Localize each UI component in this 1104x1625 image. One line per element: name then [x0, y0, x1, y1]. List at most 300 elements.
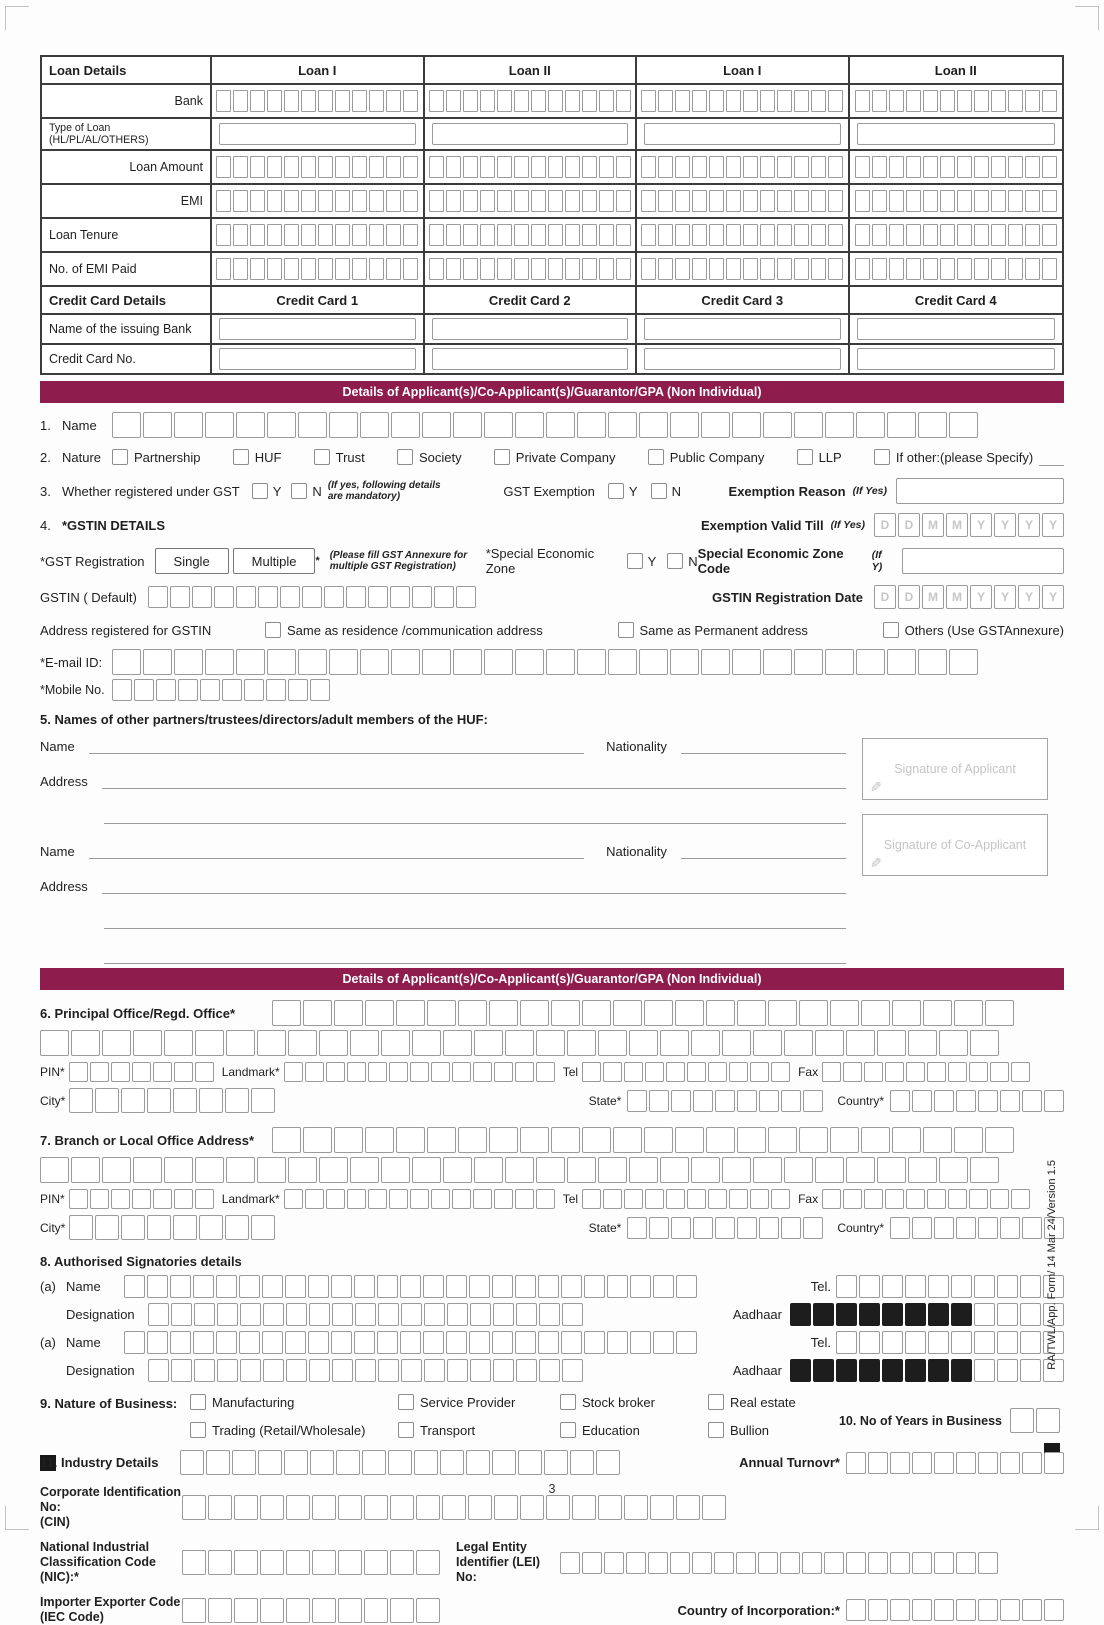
char-box[interactable] — [352, 190, 367, 212]
char-box[interactable] — [200, 679, 220, 701]
char-box[interactable] — [687, 1062, 706, 1082]
char-box[interactable] — [859, 1331, 880, 1354]
char-box[interactable] — [234, 1598, 258, 1623]
char-box[interactable] — [531, 156, 546, 178]
char-box[interactable] — [1022, 1217, 1042, 1239]
char-box[interactable] — [173, 1215, 197, 1240]
char-box[interactable] — [284, 1450, 308, 1475]
char-box[interactable] — [906, 258, 921, 280]
char-box[interactable] — [515, 649, 544, 675]
char-box[interactable] — [639, 649, 668, 675]
char-box[interactable] — [957, 258, 972, 280]
char-box[interactable] — [199, 1215, 223, 1240]
char-box[interactable] — [969, 1062, 988, 1082]
char-box[interactable] — [991, 90, 1006, 112]
char-box[interactable] — [364, 1495, 388, 1520]
char-box[interactable] — [561, 1331, 582, 1354]
char-box[interactable] — [780, 1552, 800, 1574]
char-box[interactable] — [548, 224, 563, 246]
char-box[interactable] — [969, 1189, 988, 1209]
char-box[interactable] — [630, 1331, 651, 1354]
char-box[interactable] — [309, 1303, 330, 1326]
char-box[interactable] — [934, 1599, 954, 1621]
char-box[interactable] — [856, 649, 885, 675]
char-box[interactable] — [194, 1359, 215, 1382]
char-box[interactable] — [494, 1062, 513, 1082]
char-box[interactable] — [305, 1189, 324, 1209]
char-box[interactable] — [205, 649, 234, 675]
char-box[interactable] — [484, 649, 513, 675]
issuing-bank-input[interactable] — [857, 318, 1056, 340]
char-box[interactable] — [641, 90, 656, 112]
partnership-checkbox[interactable] — [112, 449, 128, 465]
char-box[interactable] — [514, 224, 529, 246]
char-box[interactable] — [687, 1189, 706, 1209]
char-box[interactable] — [416, 1550, 440, 1575]
char-box[interactable] — [463, 156, 478, 178]
char-box[interactable] — [112, 412, 141, 438]
char-box[interactable] — [286, 1359, 307, 1382]
char-box[interactable] — [516, 1359, 537, 1382]
society-checkbox[interactable] — [397, 449, 413, 465]
char-box[interactable] — [514, 190, 529, 212]
char-box[interactable] — [368, 1062, 387, 1082]
char-box[interactable] — [978, 1090, 998, 1112]
char-box[interactable] — [182, 1598, 206, 1623]
char-box[interactable] — [90, 1062, 109, 1082]
char-box[interactable] — [489, 1127, 518, 1153]
char-box[interactable] — [743, 90, 758, 112]
char-box[interactable] — [956, 1090, 976, 1112]
char-box[interactable] — [364, 1550, 388, 1575]
char-box[interactable] — [260, 1598, 284, 1623]
char-box[interactable] — [948, 1062, 967, 1082]
char-box[interactable] — [446, 190, 461, 212]
char-box[interactable] — [855, 156, 870, 178]
char-box[interactable] — [560, 1552, 580, 1574]
char-box[interactable] — [514, 156, 529, 178]
char-box[interactable] — [414, 1450, 438, 1475]
char-box[interactable] — [536, 1030, 565, 1056]
char-box[interactable] — [515, 1331, 536, 1354]
char-box[interactable] — [616, 190, 631, 212]
char-box[interactable] — [365, 1127, 394, 1153]
char-box[interactable] — [743, 190, 758, 212]
char-box[interactable] — [423, 1331, 444, 1354]
char-box[interactable] — [939, 1157, 968, 1183]
char-box[interactable] — [676, 1331, 697, 1354]
char-box[interactable] — [599, 224, 614, 246]
char-box[interactable] — [905, 1331, 926, 1354]
char-box[interactable] — [572, 1495, 596, 1520]
char-box[interactable] — [170, 1331, 191, 1354]
char-box[interactable] — [889, 224, 904, 246]
char-box[interactable] — [991, 190, 1006, 212]
char-box[interactable] — [760, 258, 775, 280]
char-box[interactable] — [918, 412, 947, 438]
char-box[interactable] — [1020, 1331, 1041, 1354]
char-box[interactable] — [416, 1495, 440, 1520]
char-box[interactable] — [354, 1275, 375, 1298]
char-box[interactable] — [312, 1495, 336, 1520]
char-box[interactable] — [951, 1331, 972, 1354]
char-box[interactable] — [709, 156, 724, 178]
char-box[interactable] — [514, 258, 529, 280]
char-box[interactable] — [354, 1331, 375, 1354]
char-box[interactable] — [777, 258, 792, 280]
char-box[interactable] — [272, 1127, 301, 1153]
char-box[interactable] — [217, 1303, 238, 1326]
char-box[interactable] — [1025, 224, 1040, 246]
partner2-address-line2[interactable] — [104, 911, 846, 929]
char-box[interactable] — [890, 1217, 910, 1239]
char-box[interactable] — [777, 190, 792, 212]
char-box[interactable] — [515, 412, 544, 438]
char-box[interactable] — [877, 1157, 906, 1183]
char-box[interactable] — [582, 190, 597, 212]
char-box[interactable] — [799, 1127, 828, 1153]
exemption-yes-checkbox[interactable] — [608, 483, 624, 499]
char-box[interactable] — [386, 258, 401, 280]
char-box[interactable] — [318, 224, 333, 246]
char-box[interactable] — [124, 1275, 145, 1298]
char-box[interactable] — [940, 90, 955, 112]
char-box[interactable] — [335, 258, 350, 280]
char-box[interactable] — [301, 190, 316, 212]
char-box[interactable] — [1022, 1090, 1042, 1112]
char-box[interactable] — [267, 224, 282, 246]
char-box[interactable] — [906, 224, 921, 246]
char-box[interactable] — [427, 1000, 456, 1026]
char-box[interactable] — [777, 156, 792, 178]
char-box[interactable] — [147, 1331, 168, 1354]
char-box[interactable] — [843, 1189, 862, 1209]
char-box[interactable] — [608, 412, 637, 438]
char-box[interactable] — [675, 190, 690, 212]
char-box[interactable] — [743, 224, 758, 246]
char-box[interactable] — [474, 1030, 503, 1056]
char-box[interactable] — [923, 1127, 952, 1153]
char-box[interactable] — [446, 1275, 467, 1298]
char-box[interactable] — [923, 258, 938, 280]
char-box[interactable] — [906, 156, 921, 178]
partner1-address-line[interactable] — [102, 771, 846, 789]
char-box[interactable] — [458, 1127, 487, 1153]
char-box[interactable] — [424, 1359, 445, 1382]
char-box[interactable] — [234, 1495, 258, 1520]
char-box[interactable] — [918, 649, 947, 675]
char-box[interactable] — [335, 224, 350, 246]
char-box[interactable] — [112, 649, 141, 675]
char-box[interactable] — [258, 1450, 282, 1475]
char-box[interactable] — [440, 1450, 464, 1475]
char-box[interactable] — [352, 258, 367, 280]
loan-type-input[interactable] — [432, 123, 629, 145]
char-box[interactable] — [565, 258, 580, 280]
char-box[interactable] — [846, 1599, 866, 1621]
char-box[interactable] — [480, 156, 495, 178]
char-box[interactable] — [174, 412, 203, 438]
char-box[interactable] — [429, 90, 444, 112]
char-box[interactable] — [69, 1189, 88, 1209]
char-box[interactable] — [456, 586, 476, 608]
char-box[interactable] — [777, 224, 792, 246]
char-box[interactable] — [726, 90, 741, 112]
char-box[interactable] — [877, 1030, 906, 1056]
exemption-reason-input[interactable] — [896, 478, 1064, 504]
char-box[interactable] — [956, 1552, 976, 1574]
char-box[interactable] — [794, 224, 809, 246]
char-box[interactable] — [71, 1030, 100, 1056]
char-box[interactable] — [771, 1062, 790, 1082]
char-box[interactable] — [400, 1331, 421, 1354]
char-box[interactable] — [463, 190, 478, 212]
char-box[interactable] — [447, 1303, 468, 1326]
char-box[interactable] — [497, 156, 512, 178]
char-box[interactable]: Y — [1018, 585, 1040, 609]
char-box[interactable] — [978, 1599, 998, 1621]
char-box[interactable] — [520, 1000, 549, 1026]
char-box[interactable] — [239, 1275, 260, 1298]
char-box[interactable] — [236, 586, 256, 608]
char-box[interactable]: Y — [970, 513, 992, 537]
char-box[interactable] — [855, 190, 870, 212]
char-box[interactable] — [174, 649, 203, 675]
char-box[interactable] — [40, 1157, 69, 1183]
char-box[interactable] — [257, 1030, 286, 1056]
char-box[interactable] — [312, 1550, 336, 1575]
char-box[interactable] — [180, 1450, 204, 1475]
char-box[interactable] — [170, 1275, 191, 1298]
char-box[interactable] — [548, 156, 563, 178]
char-box[interactable] — [301, 224, 316, 246]
char-box[interactable] — [604, 1552, 624, 1574]
char-box[interactable] — [603, 1189, 622, 1209]
char-box[interactable] — [702, 1495, 726, 1520]
char-box[interactable] — [233, 90, 248, 112]
char-box[interactable] — [446, 258, 461, 280]
char-box[interactable] — [949, 412, 978, 438]
char-box[interactable] — [577, 649, 606, 675]
char-box[interactable] — [582, 1062, 601, 1082]
char-box[interactable] — [889, 258, 904, 280]
char-box[interactable] — [666, 1189, 685, 1209]
partner1-address-line2[interactable] — [104, 806, 846, 824]
char-box[interactable] — [613, 1127, 642, 1153]
char-box[interactable] — [298, 412, 327, 438]
char-box[interactable] — [514, 90, 529, 112]
char-box[interactable] — [453, 649, 482, 675]
char-box[interactable] — [332, 1303, 353, 1326]
char-box[interactable] — [284, 90, 299, 112]
char-box[interactable] — [670, 1552, 690, 1574]
char-box[interactable] — [666, 1062, 685, 1082]
char-box[interactable] — [658, 156, 673, 178]
char-box[interactable] — [974, 1303, 995, 1326]
char-box[interactable] — [934, 1217, 954, 1239]
char-box[interactable] — [864, 1189, 883, 1209]
char-box[interactable] — [803, 1090, 823, 1112]
char-box[interactable] — [843, 1062, 862, 1082]
char-box[interactable] — [811, 190, 826, 212]
char-box[interactable] — [978, 1452, 998, 1474]
char-box[interactable] — [164, 1030, 193, 1056]
char-box[interactable] — [284, 258, 299, 280]
char-box[interactable] — [675, 1127, 704, 1153]
char-box[interactable] — [193, 1331, 214, 1354]
char-box[interactable] — [923, 90, 938, 112]
card-no-input[interactable] — [432, 348, 629, 370]
char-box[interactable] — [957, 90, 972, 112]
char-box[interactable] — [598, 1495, 622, 1520]
char-box[interactable] — [890, 1452, 910, 1474]
char-box[interactable] — [286, 1550, 310, 1575]
char-box[interactable] — [539, 1303, 560, 1326]
char-box[interactable] — [469, 1331, 490, 1354]
char-box[interactable] — [708, 1189, 727, 1209]
char-box[interactable] — [974, 190, 989, 212]
char-box[interactable] — [267, 90, 282, 112]
char-box[interactable] — [759, 1090, 779, 1112]
char-box[interactable] — [193, 1275, 214, 1298]
char-box[interactable] — [194, 1303, 215, 1326]
char-box[interactable] — [111, 1189, 130, 1209]
char-box[interactable] — [675, 258, 690, 280]
other-checkbox[interactable] — [874, 449, 890, 465]
char-box[interactable] — [288, 679, 308, 701]
char-box[interactable] — [760, 156, 775, 178]
char-box[interactable] — [861, 1127, 890, 1153]
char-box[interactable] — [743, 156, 758, 178]
char-box[interactable] — [692, 90, 707, 112]
char-box[interactable] — [948, 1189, 967, 1209]
char-box[interactable] — [1042, 90, 1057, 112]
card-no-input[interactable] — [857, 348, 1056, 370]
char-box[interactable] — [267, 649, 296, 675]
char-box[interactable] — [267, 258, 282, 280]
char-box[interactable] — [260, 1550, 284, 1575]
char-box[interactable] — [781, 1090, 801, 1112]
char-box[interactable] — [626, 1552, 646, 1574]
char-box[interactable] — [768, 1000, 797, 1026]
char-box[interactable] — [830, 1127, 859, 1153]
char-box[interactable] — [1022, 1599, 1042, 1621]
char-box[interactable] — [124, 1331, 145, 1354]
char-box[interactable] — [360, 412, 389, 438]
char-box[interactable] — [470, 1303, 491, 1326]
char-box[interactable] — [389, 1189, 408, 1209]
char-box[interactable] — [639, 412, 668, 438]
char-box[interactable] — [233, 224, 248, 246]
char-box[interactable] — [250, 224, 265, 246]
char-box[interactable] — [1036, 1408, 1060, 1433]
char-box[interactable] — [536, 1062, 555, 1082]
partner1-nationality-line[interactable] — [681, 736, 846, 754]
char-box[interactable] — [658, 90, 673, 112]
char-box[interactable] — [369, 190, 384, 212]
char-box[interactable] — [709, 224, 724, 246]
char-box[interactable] — [232, 1450, 256, 1475]
char-box[interactable] — [836, 1275, 857, 1298]
char-box[interactable] — [603, 1062, 622, 1082]
char-box[interactable] — [939, 1030, 968, 1056]
char-box[interactable] — [726, 224, 741, 246]
char-box[interactable] — [582, 1552, 602, 1574]
char-box[interactable] — [205, 412, 234, 438]
char-box[interactable] — [940, 156, 955, 178]
char-box[interactable] — [546, 649, 575, 675]
char-box[interactable] — [416, 1598, 440, 1623]
char-box[interactable] — [285, 1331, 306, 1354]
char-box[interactable] — [641, 156, 656, 178]
char-box[interactable] — [692, 190, 707, 212]
gst-no-checkbox[interactable] — [291, 483, 307, 499]
char-box[interactable] — [350, 1157, 379, 1183]
char-box[interactable] — [216, 190, 231, 212]
char-box[interactable] — [143, 649, 172, 675]
char-box[interactable]: M — [922, 585, 944, 609]
char-box[interactable] — [208, 1550, 232, 1575]
char-box[interactable] — [1011, 1062, 1030, 1082]
char-box[interactable] — [927, 1189, 946, 1209]
char-box[interactable] — [143, 412, 172, 438]
char-box[interactable]: M — [946, 513, 968, 537]
char-box[interactable] — [1042, 258, 1057, 280]
char-box[interactable] — [132, 1062, 151, 1082]
char-box[interactable] — [548, 190, 563, 212]
others-annexure-checkbox[interactable] — [883, 622, 899, 638]
char-box[interactable] — [923, 190, 938, 212]
char-box[interactable] — [1008, 190, 1023, 212]
char-box[interactable] — [386, 190, 401, 212]
char-box[interactable] — [660, 1030, 689, 1056]
char-box[interactable] — [225, 1215, 249, 1240]
char-box[interactable] — [956, 1217, 976, 1239]
char-box[interactable] — [377, 1331, 398, 1354]
char-box[interactable] — [956, 1452, 976, 1474]
char-box[interactable] — [463, 224, 478, 246]
char-box[interactable] — [378, 1303, 399, 1326]
char-box[interactable] — [365, 1000, 394, 1026]
char-box[interactable] — [928, 1331, 949, 1354]
char-box[interactable] — [546, 1495, 570, 1520]
card-no-input[interactable] — [644, 348, 841, 370]
char-box[interactable] — [216, 90, 231, 112]
char-box[interactable]: D — [898, 513, 920, 537]
char-box[interactable] — [544, 1450, 568, 1475]
char-box[interactable] — [1042, 156, 1057, 178]
char-box[interactable] — [954, 1127, 983, 1153]
char-box[interactable] — [272, 1000, 301, 1026]
char-box[interactable] — [305, 1062, 324, 1082]
char-box[interactable] — [174, 1062, 193, 1082]
char-box[interactable] — [912, 1452, 932, 1474]
char-box[interactable] — [715, 1090, 735, 1112]
char-box[interactable] — [671, 1090, 691, 1112]
char-box[interactable] — [318, 90, 333, 112]
char-box[interactable] — [599, 156, 614, 178]
char-box[interactable] — [649, 1217, 669, 1239]
stock-broker-checkbox[interactable] — [560, 1394, 576, 1410]
char-box[interactable] — [760, 224, 775, 246]
char-box[interactable] — [148, 1359, 169, 1382]
char-box[interactable] — [182, 1550, 206, 1575]
char-box[interactable] — [706, 1127, 735, 1153]
char-box[interactable] — [244, 679, 264, 701]
char-box[interactable] — [412, 1030, 441, 1056]
char-box[interactable] — [732, 649, 761, 675]
partner2-name-line[interactable] — [89, 841, 584, 859]
